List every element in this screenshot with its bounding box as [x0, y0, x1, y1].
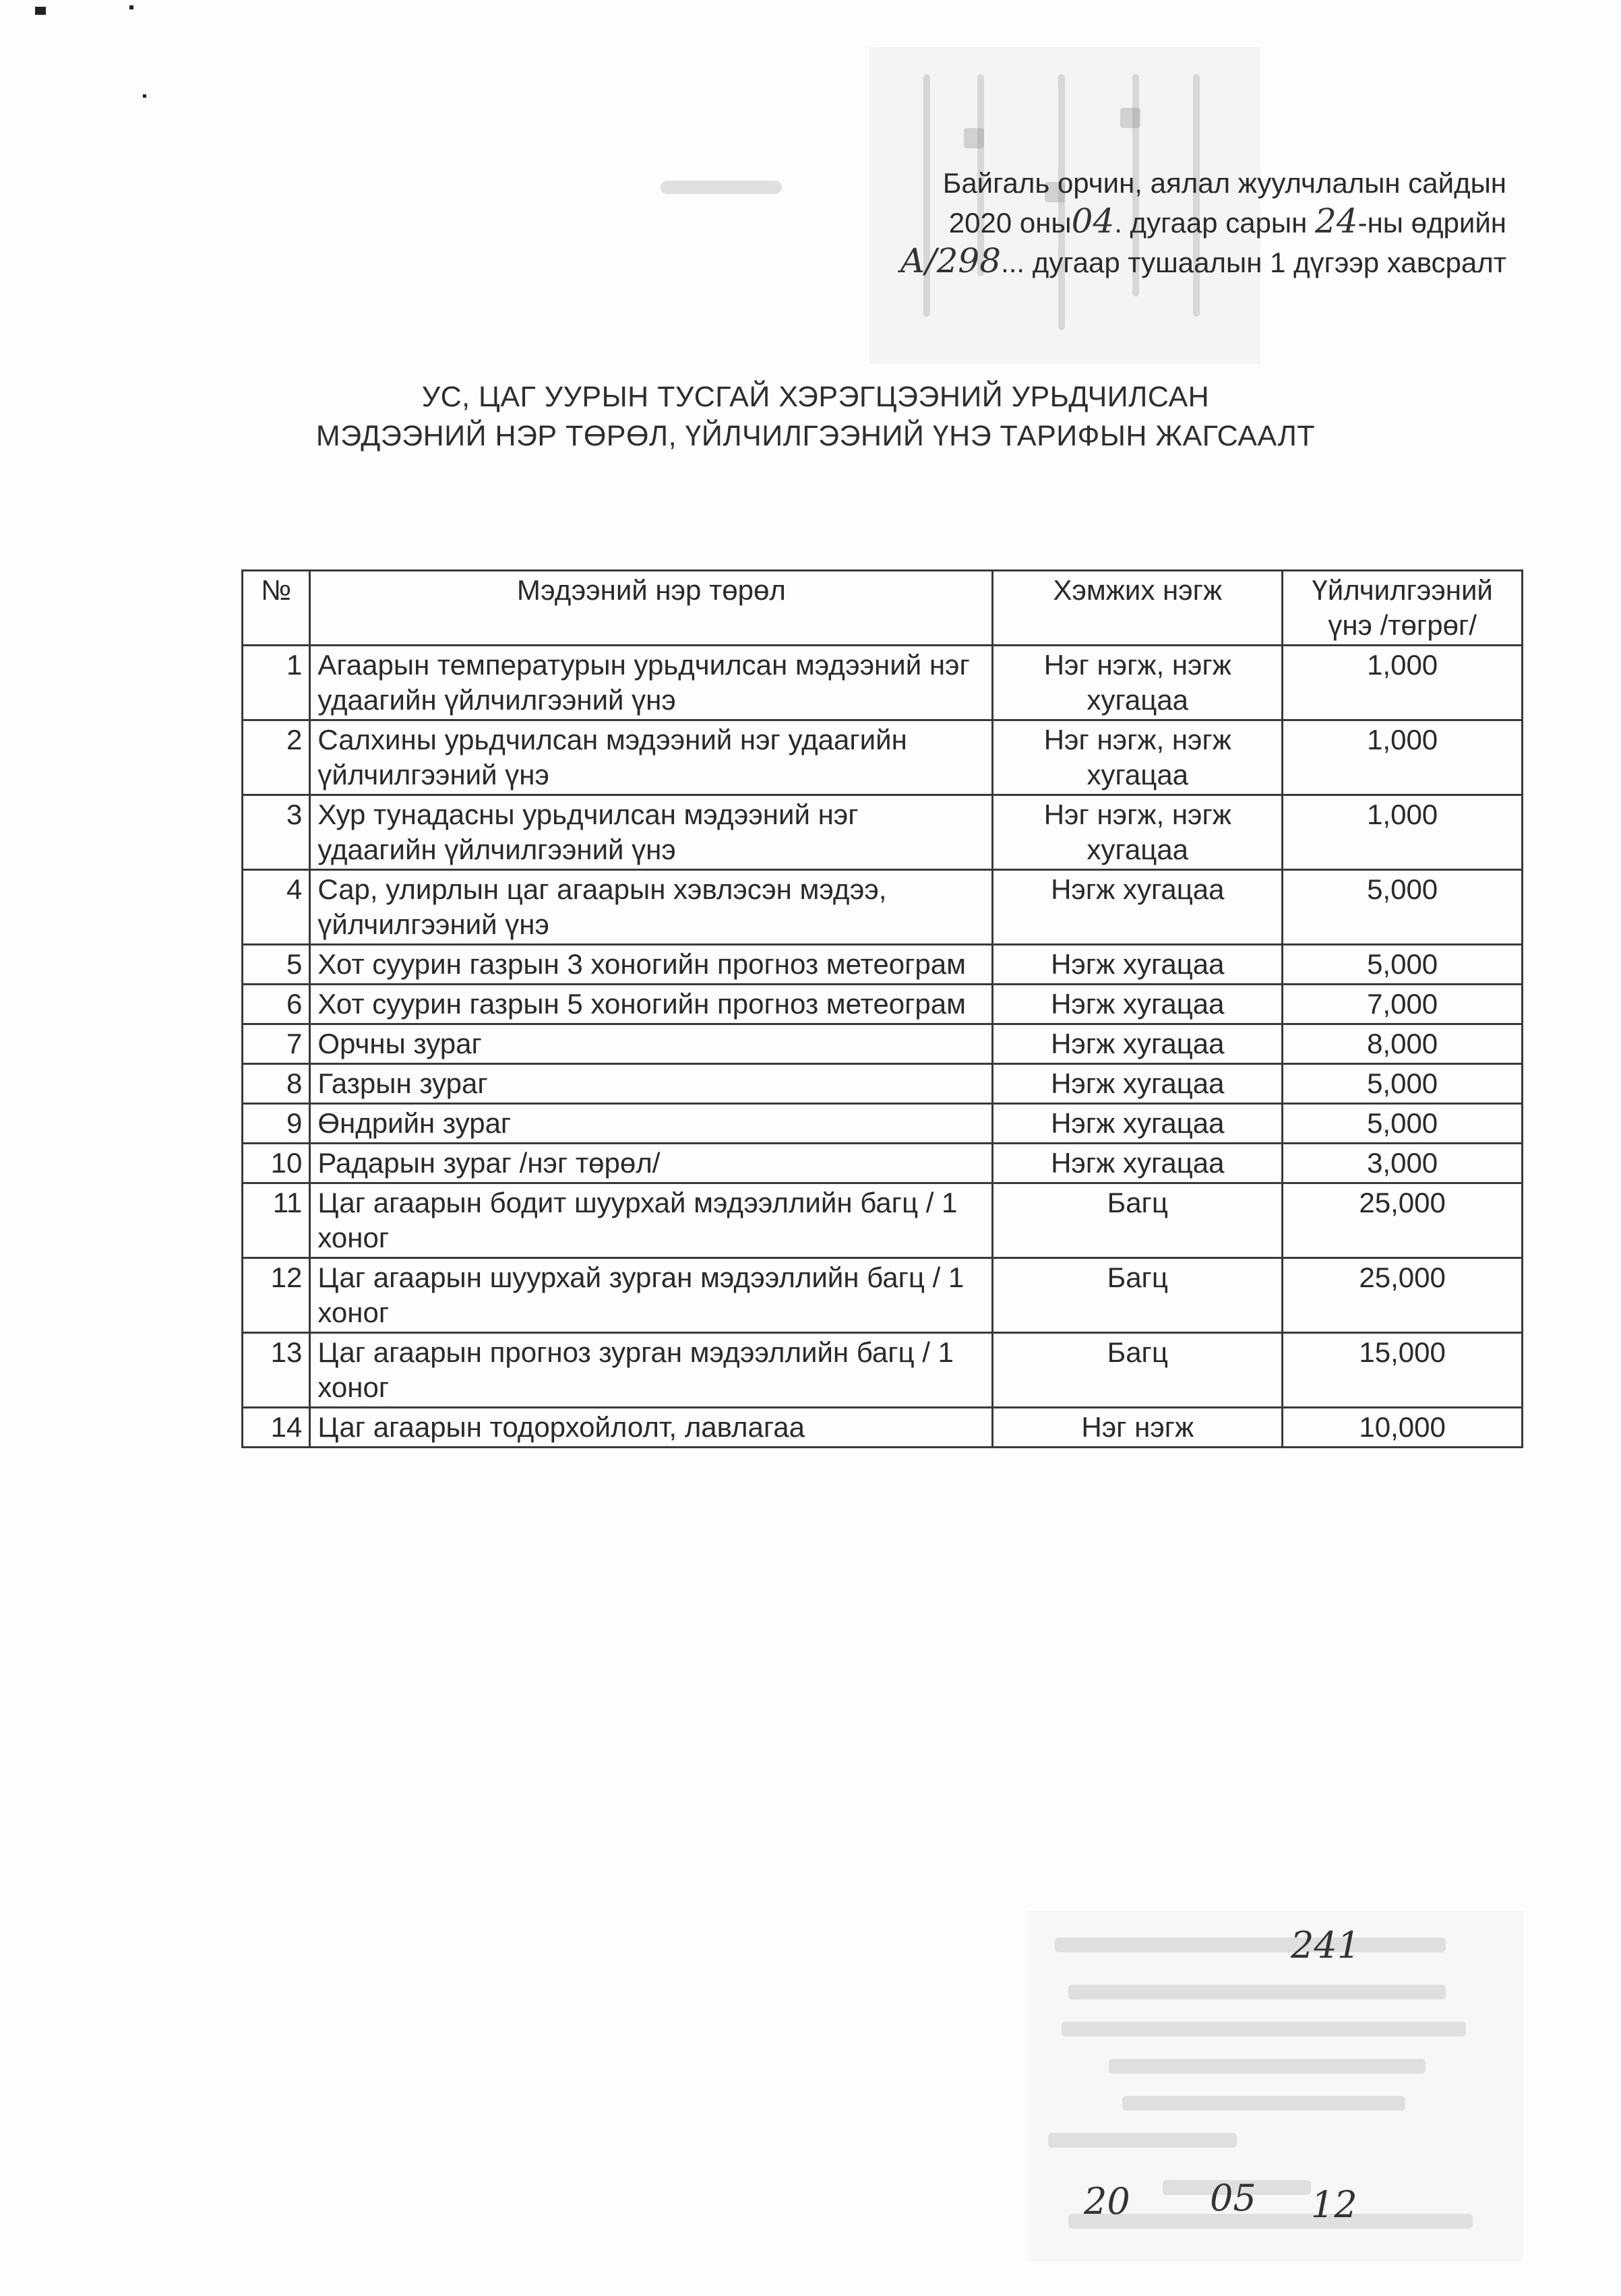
header-unit: Хэмжих нэгж	[993, 571, 1283, 646]
row-number: 13	[243, 1333, 310, 1408]
row-price: 25,000	[1283, 1258, 1523, 1333]
row-price: 25,000	[1283, 1183, 1523, 1258]
row-unit: Нэг нэгж, нэгж хугацаа	[993, 720, 1283, 795]
handwritten-order-number: А/298	[899, 241, 1002, 280]
row-info-type: Салхины урьдчилсан мэдээний нэг удаагийн үйлчилгээний үнэ	[310, 720, 993, 795]
table-row	[243, 646, 1523, 720]
row-info-type: Хур тунадасны урьдчилсан мэдээний нэг удаагийн үйлчилгээний үнэ	[310, 795, 993, 870]
table-row	[243, 1024, 1523, 1064]
row-price: 5,000	[1283, 945, 1523, 985]
row-info-type: Сар, улирлын цаг агаарын хэвлэсэн мэдээ, үйлчилгээний үнэ	[310, 870, 993, 945]
row-info-type: Цаг агаарын прогноз зурган мэдээллийн багц / 1 хоног	[310, 1333, 993, 1408]
row-unit: Нэгж хугацаа	[993, 1064, 1283, 1104]
row-info-type: Газрын зураг	[310, 1064, 993, 1104]
header-info-type: Мэдээний нэр төрөл	[310, 571, 993, 646]
table-row	[243, 720, 1523, 795]
row-price: 10,000	[1283, 1408, 1523, 1448]
row-unit: Нэгж хугацаа	[993, 985, 1283, 1024]
tariff-table	[241, 569, 1523, 1448]
table-row	[243, 1144, 1523, 1183]
row-number: 12	[243, 1258, 310, 1333]
row-number: 14	[243, 1408, 310, 1448]
row-info-type: Хот суурин газрын 5 хоногийн прогноз метеограм	[310, 985, 993, 1024]
attachment-header-note	[775, 164, 1506, 282]
row-unit: Нэгж хугацаа	[993, 870, 1283, 945]
handwritten-date-day: 12	[1311, 2183, 1357, 2226]
row-number: 7	[243, 1024, 310, 1064]
row-number: 2	[243, 720, 310, 795]
row-unit: Нэгж хугацаа	[993, 1144, 1283, 1183]
table-row	[243, 1408, 1523, 1448]
table-row	[243, 1183, 1523, 1258]
row-info-type: Өндрийн зураг	[310, 1104, 993, 1144]
row-number: 8	[243, 1064, 310, 1104]
row-info-type: Хот суурин газрын 3 хоногийн прогноз метеограм	[310, 945, 993, 985]
header-number: №	[243, 571, 310, 646]
row-unit: Нэг нэгж, нэгж хугацаа	[993, 795, 1283, 870]
row-unit: Нэгж хугацаа	[993, 1104, 1283, 1144]
scan-speck	[143, 94, 146, 98]
scan-smudge	[661, 181, 782, 194]
header-line-2: 2020 оны04. дугаар сарын 24-ны өдрийн	[948, 201, 1506, 241]
title-line-2: МЭДЭЭНИЙ НЭР ТӨРӨЛ, ҮЙЛЧИЛГЭЭНИЙ ҮНЭ ТАРИФЫН ЖАГСААЛТ	[315, 420, 1316, 452]
table-row	[243, 870, 1523, 945]
row-unit: Багц	[993, 1183, 1283, 1258]
header-line-3: А/298... дугаар тушаалын 1 дүгээр хавсралт	[899, 241, 1506, 280]
row-number: 3	[243, 795, 310, 870]
title-line-1: УС, ЦАГ УУРЫН ТУСГАЙ ХЭРЭГЦЭЭНИЙ УРЬДЧИЛСАН	[421, 381, 1210, 413]
row-info-type: Агаарын температурын урьдчилсан мэдээний нэг удаагийн үйлчилгээний үнэ	[310, 646, 993, 720]
row-price: 5,000	[1283, 1104, 1523, 1144]
table-row	[243, 1104, 1523, 1144]
row-number: 9	[243, 1104, 310, 1144]
row-info-type: Радарын зураг /нэг төрөл/	[310, 1144, 993, 1183]
row-price: 3,000	[1283, 1144, 1523, 1183]
table-header-row	[243, 571, 1523, 646]
row-unit: Нэгж хугацаа	[993, 1024, 1283, 1064]
row-info-type: Орчны зураг	[310, 1024, 993, 1064]
row-price: 8,000	[1283, 1024, 1523, 1064]
handwritten-date-year: 20	[1084, 2180, 1130, 2223]
row-unit: Нэг нэгж, нэгж хугацаа	[993, 646, 1283, 720]
table-row	[243, 945, 1523, 985]
row-number: 10	[243, 1144, 310, 1183]
table-row	[243, 1258, 1523, 1333]
row-info-type: Цаг агаарын бодит шуурхай мэдээллийн багц / 1 хоног	[310, 1183, 993, 1258]
row-number: 1	[243, 646, 310, 720]
handwritten-month: 04	[1071, 201, 1115, 241]
row-unit: Багц	[993, 1258, 1283, 1333]
row-price: 5,000	[1283, 1064, 1523, 1104]
row-price: 7,000	[1283, 985, 1523, 1024]
scan-speck	[35, 7, 46, 15]
document-title	[189, 377, 1442, 456]
row-number: 5	[243, 945, 310, 985]
header-price: Үйлчилгээний үнэ /төгрөг/	[1283, 571, 1523, 646]
handwritten-registration-number: 241	[1291, 1924, 1361, 1966]
table-row	[243, 1064, 1523, 1104]
row-info-type: Цаг агаарын шуурхай зурган мэдээллийн багц / 1 хоног	[310, 1258, 993, 1333]
handwritten-day: 24	[1314, 201, 1358, 241]
row-unit: Нэгж хугацаа	[993, 945, 1283, 985]
table-row	[243, 985, 1523, 1024]
header-line-1: Байгаль орчин, аялал жуулчлалын сайдын	[942, 167, 1506, 199]
row-unit: Нэг нэгж	[993, 1408, 1283, 1448]
row-price: 5,000	[1283, 870, 1523, 945]
row-number: 4	[243, 870, 310, 945]
table-row	[243, 795, 1523, 870]
table-row	[243, 1333, 1523, 1408]
row-info-type: Цаг агаарын тодорхойлолт, лавлагаа	[310, 1408, 993, 1448]
row-price: 15,000	[1283, 1333, 1523, 1408]
row-price: 1,000	[1283, 795, 1523, 870]
row-unit: Багц	[993, 1333, 1283, 1408]
handwritten-date-month: 05	[1210, 2177, 1256, 2219]
row-price: 1,000	[1283, 646, 1523, 720]
scan-speck	[129, 5, 133, 9]
row-number: 11	[243, 1183, 310, 1258]
row-number: 6	[243, 985, 310, 1024]
row-price: 1,000	[1283, 720, 1523, 795]
